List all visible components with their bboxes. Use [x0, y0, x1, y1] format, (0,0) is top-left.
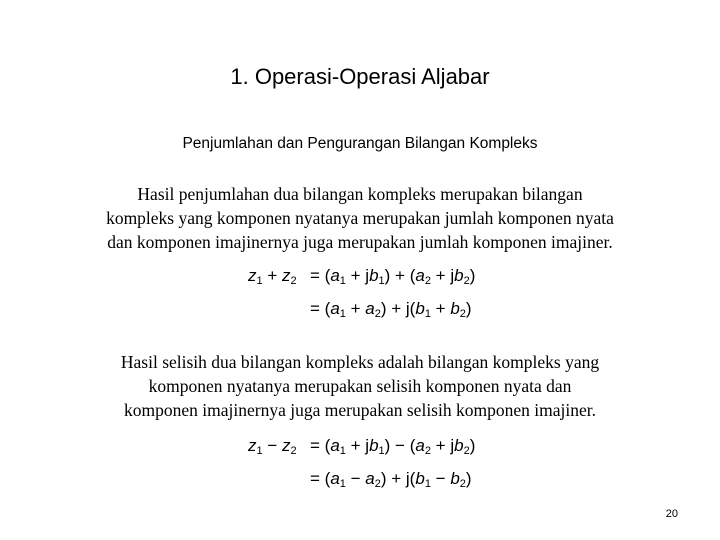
- addition-equation-line-2: = $(a_1 + a_2) + j(b_1 + b_2)$: [310, 299, 472, 320]
- subtraction-description-line-2: komponen nyatanya merupakan selisih komponen nyata dan: [148, 376, 572, 396]
- subtraction-description: [60, 350, 660, 422]
- addition-equation-line-1: $z_1 + z_2 = (a_1 + jb_1) + (a_2 + jb_2)$: [248, 266, 476, 287]
- addition-description-line-2: kompleks yang komponen nyatanya merupakan jumlah komponen nyata: [106, 208, 614, 228]
- subtraction-description-line-3: komponen imajinernya juga merupakan selisih komponen imajiner.: [124, 400, 596, 420]
- addition-description: [40, 182, 680, 254]
- addition-equation: [248, 259, 475, 325]
- addition-description-line-1: Hasil penjumlahan dua bilangan kompleks merupakan bilangan: [137, 184, 583, 204]
- subtraction-equation-line-1: $z_1 - z_2 = (a_1 + jb_1) - (a_2 + jb_2)$: [248, 436, 476, 457]
- subtraction-description-line-1: Hasil selisih dua bilangan kompleks adalah bilangan kompleks yang: [120, 352, 600, 372]
- subtraction-equation: [248, 429, 475, 495]
- page-number: 20: [665, 508, 678, 520]
- subtraction-equation-line-2: = $(a_1 - a_2) + j(b_1 - b_2)$: [310, 469, 472, 490]
- addition-description-line-3: dan komponen imajinernya juga merupakan jumlah komponen imajiner.: [107, 232, 613, 252]
- slide-title: 1. Operasi-Operasi Aljabar: [230, 64, 490, 89]
- section-subtitle: Penjumlahan dan Pengurangan Bilangan Kompleks: [182, 135, 538, 152]
